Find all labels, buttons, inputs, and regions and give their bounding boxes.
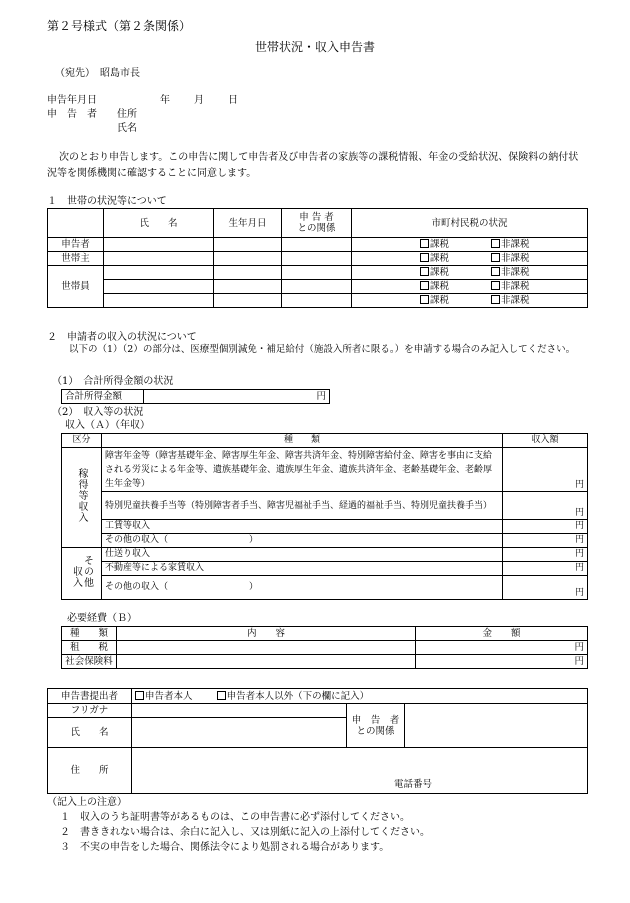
page-title: 世帯状況・収入申告書 <box>254 40 375 54</box>
row-member: 世帯員 <box>48 266 104 308</box>
member-name-cell[interactable] <box>104 294 214 308</box>
other2-type: その他の収入（ ） <box>102 576 503 600</box>
col-tax: 市町村民税の状況 <box>352 209 588 238</box>
total-income-label: 合計所得金額 <box>62 390 144 404</box>
pension-amount[interactable]: 円 <box>503 448 588 492</box>
tax-amount[interactable]: 円 <box>416 641 588 655</box>
tax-status[interactable]: 課税 非課税 <box>352 294 588 308</box>
category-other: 収入その他 <box>62 548 102 600</box>
head-rel-cell[interactable] <box>282 252 352 266</box>
wages-amount[interactable]: 円 <box>503 520 588 534</box>
wages-type: 工賃等収入 <box>102 520 503 534</box>
col-amount: 収入額 <box>503 434 588 448</box>
member-rel-cell[interactable] <box>282 266 352 280</box>
tax-content[interactable] <box>117 641 416 655</box>
social-amount[interactable]: 円 <box>416 655 588 669</box>
category-earned: 稼得等収入 <box>62 448 102 548</box>
relation-field[interactable] <box>405 704 588 748</box>
section2-heading: ２ 申請者の収入の状況について <box>47 332 197 343</box>
section1-heading: １ 世帯の状況等について <box>47 196 167 207</box>
pension-type: 障害年金等（障害基礎年金、障害厚生年金、障害共済年金、特別障害給付金、障害を事由に支給される労災による年金等、遺族基礎年金、遺族厚生年金、遺族共済年金、老齢基礎年金、老齢厚生年金等） <box>102 448 503 492</box>
rent-amount[interactable]: 円 <box>503 562 588 576</box>
tax-status[interactable]: 課税 非課税 <box>352 252 588 266</box>
col-name: 氏 名 <box>104 209 214 238</box>
submitter-table <box>47 688 588 794</box>
col-relation: 申 告 者 との関係 <box>282 209 352 238</box>
head-birth-cell[interactable] <box>214 252 282 266</box>
tax-row-label: 租 税 <box>62 641 117 655</box>
checkbox[interactable] <box>491 253 500 262</box>
other2-amount[interactable]: 円 <box>503 576 588 600</box>
member-birth-cell[interactable] <box>214 266 282 280</box>
note-item: ３ 不実の申告をした場合、関係法令により処罰される場合があります。 <box>60 842 390 853</box>
member-rel-cell[interactable] <box>282 280 352 294</box>
member-rel-cell[interactable] <box>282 294 352 308</box>
submitter-choice[interactable]: 申告者本人 申告者本人以外（下の欄に記入） <box>132 689 588 704</box>
notes-heading: （記入上の注意） <box>47 797 127 808</box>
date-label: 申告年月日 <box>47 95 97 106</box>
applicant-label: 申 告 者 <box>47 109 97 120</box>
addressee: （宛先） 昭島市長 <box>55 68 140 79</box>
consent-text: 次のとおり申告します。この申告に関して申告者及び申告者の家族等の課税情報、年金の受給状況、保険料の納付状況等を関係機関に確認することに同意します。 <box>47 152 579 179</box>
applicant-name-label: 氏名 <box>117 123 137 134</box>
row-head: 世帯主 <box>48 252 104 266</box>
note-item: １ 収入のうち証明書等があるものは、この申告書に必ず添付してください。 <box>60 812 410 823</box>
col-birth: 生年月日 <box>214 209 282 238</box>
submitter-address-field[interactable] <box>132 748 588 794</box>
sub2-heading: （2） 収入等の状況 <box>52 407 144 418</box>
tax-status[interactable]: 課税 非課税 <box>352 238 588 252</box>
tax-status[interactable]: 課税 非課税 <box>352 266 588 280</box>
applicant-name-cell[interactable] <box>104 238 214 252</box>
checkbox[interactable] <box>491 239 500 248</box>
other1-amount[interactable]: 円 <box>503 534 588 548</box>
checkbox[interactable] <box>420 239 429 248</box>
rent-type: 不動産等による家賃収入 <box>102 562 503 576</box>
household-table <box>47 208 588 308</box>
total-income-table <box>61 389 330 404</box>
day-label: 日 <box>228 95 238 106</box>
expense-b-heading: 必要経費（Ｂ） <box>67 613 137 624</box>
member-name-cell[interactable] <box>104 280 214 294</box>
head-name-cell[interactable] <box>104 252 214 266</box>
member-birth-cell[interactable] <box>214 280 282 294</box>
checkbox-self[interactable] <box>135 691 144 700</box>
checkbox-other[interactable] <box>217 691 226 700</box>
exp-col-content: 内 容 <box>117 627 416 641</box>
relation-label: 申 告 者 との関係 <box>347 704 405 748</box>
remit-type: 仕送り収入 <box>102 548 503 562</box>
exp-col-type: 種 類 <box>62 627 117 641</box>
checkbox[interactable] <box>420 267 429 276</box>
allowance-type: 特別児童扶養手当等（特別障害者手当、障害児福祉手当、経過的福祉手当、特別児童扶養手当） <box>102 492 503 520</box>
social-row-label: 社会保険料 <box>62 655 117 669</box>
allowance-amount[interactable]: 円 <box>503 492 588 520</box>
submitter-name-field[interactable] <box>132 718 347 748</box>
note-item: ２ 書ききれない場合は、余白に記入し、又は別紙に記入の上添付してください。 <box>60 827 430 838</box>
income-a-heading: 収入（Ａ）（年収） <box>65 420 150 431</box>
row-applicant: 申告者 <box>48 238 104 252</box>
submitter-label: 申告書提出者 <box>48 689 132 704</box>
checkbox[interactable] <box>491 267 500 276</box>
income-table <box>61 433 588 600</box>
applicant-rel-cell[interactable] <box>282 238 352 252</box>
phone-label: 電話番号 <box>394 779 433 790</box>
remit-amount[interactable]: 円 <box>503 548 588 562</box>
furigana-field[interactable] <box>132 704 347 718</box>
checkbox[interactable] <box>420 295 429 304</box>
checkbox[interactable] <box>420 281 429 290</box>
checkbox[interactable] <box>420 253 429 262</box>
section2-note: 以下の（1）（2）の部分は、医療型個別減免・補足給付（施設入所者に限る。）を申請する場合のみ記入してください。 <box>69 344 576 355</box>
applicant-birth-cell[interactable] <box>214 238 282 252</box>
tax-status[interactable]: 課税 非課税 <box>352 280 588 294</box>
member-name-cell[interactable] <box>104 266 214 280</box>
checkbox[interactable] <box>491 295 500 304</box>
total-income-value[interactable]: 円 <box>144 390 330 404</box>
applicant-address-label: 住所 <box>117 109 137 120</box>
form-number: 第２号様式（第２条関係） <box>47 19 192 33</box>
submitter-address-label: 住 所 <box>48 748 132 794</box>
social-content[interactable] <box>117 655 416 669</box>
sub1-heading: （1） 合計所得金額の状況 <box>52 376 174 387</box>
checkbox[interactable] <box>491 281 500 290</box>
year-label: 年 <box>160 95 170 106</box>
expense-table <box>61 626 588 669</box>
furigana-label: フリガナ <box>48 704 132 718</box>
other1-type: その他の収入（ ） <box>102 534 503 548</box>
col-type: 種 類 <box>102 434 503 448</box>
col-kubun: 区分 <box>62 434 102 448</box>
month-label: 月 <box>194 95 204 106</box>
member-birth-cell[interactable] <box>214 294 282 308</box>
exp-col-amount: 金 額 <box>416 627 588 641</box>
submitter-name-label: 氏 名 <box>48 718 132 748</box>
